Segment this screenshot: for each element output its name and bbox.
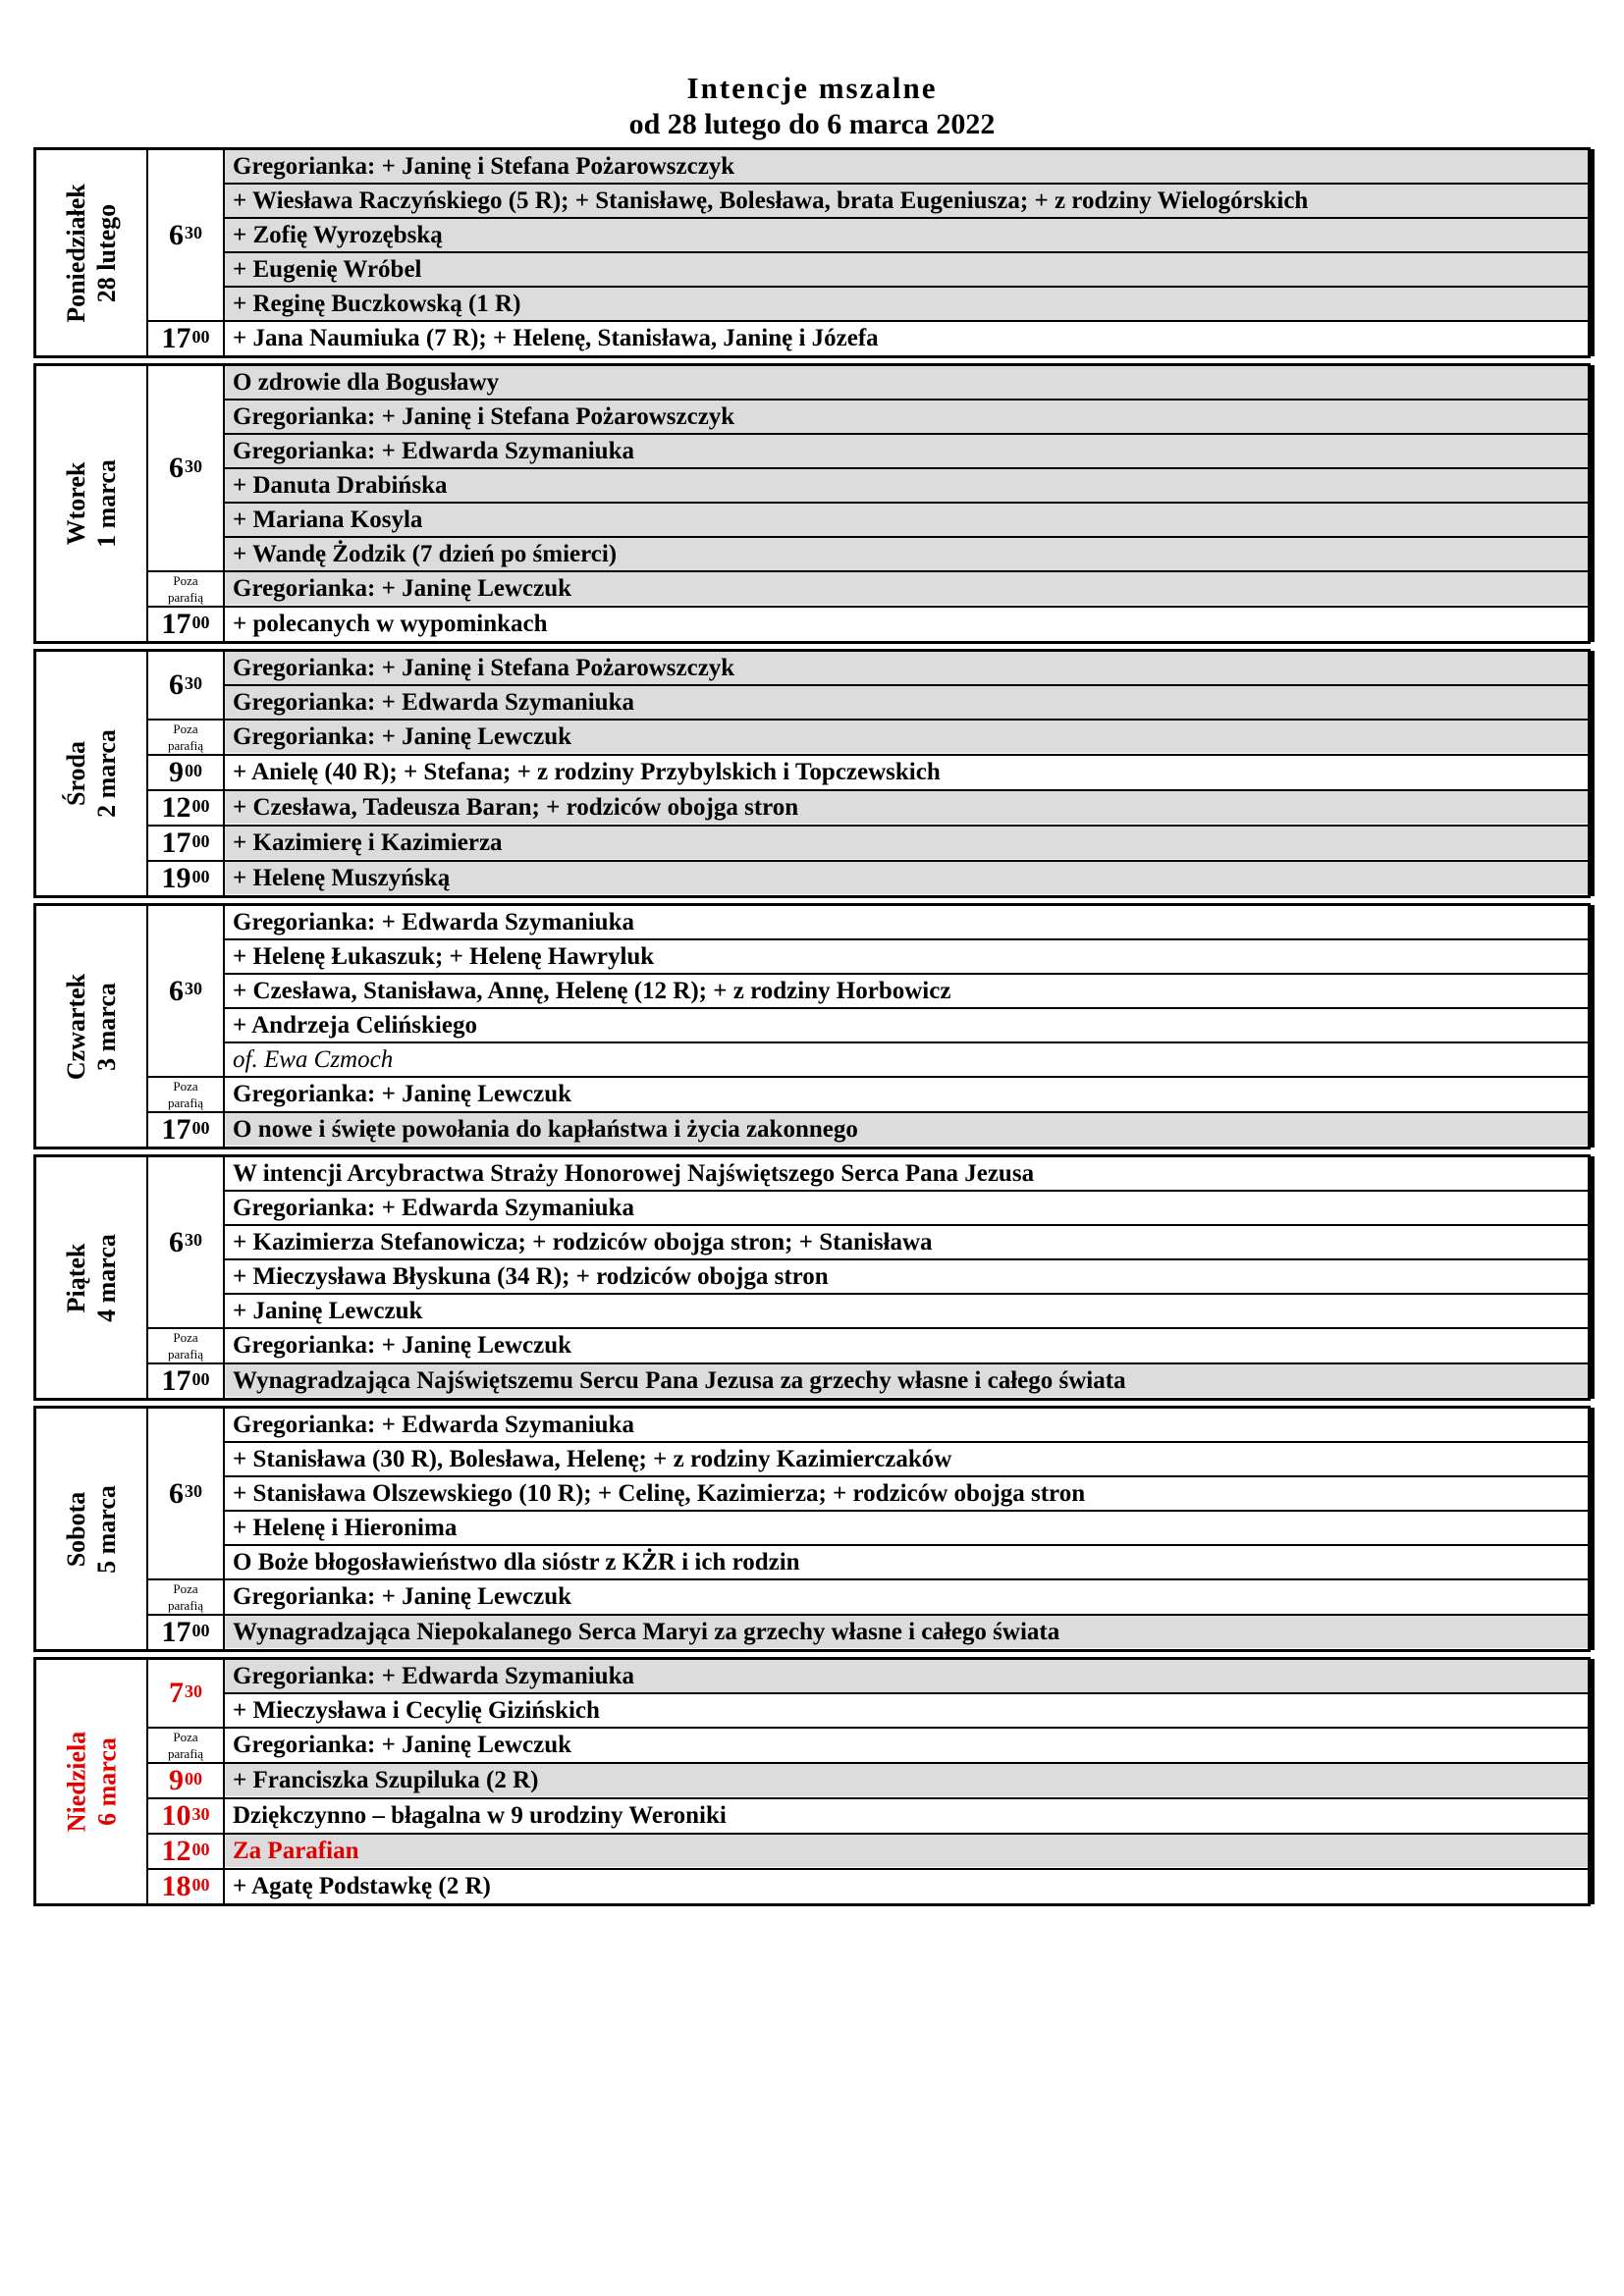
day-label-text	[61, 1732, 122, 1833]
intention-row: Gregorianka: + Janinę Lewczuk	[233, 1732, 572, 1758]
day-label	[36, 1409, 148, 1649]
day-label-text	[61, 1485, 122, 1574]
intention-row: + Helenę i Hieronima	[225, 1512, 1588, 1546]
poza-parafia-label	[148, 1729, 225, 1762]
time-slot	[148, 1764, 1588, 1799]
poza-parafia-text: parafią	[167, 1095, 204, 1110]
mass-time	[148, 906, 225, 1076]
mass-time	[148, 1364, 225, 1398]
time-slot	[148, 1799, 1588, 1835]
poza-parafia-label	[148, 721, 225, 754]
poza-parafia-text: parafią	[167, 1598, 204, 1613]
time-minutes: 00	[191, 326, 210, 347]
intention-row: of. Ewa Czmoch	[233, 1046, 394, 1073]
intention-row: Dziękczynno – błagalna w 9 urodziny Weroniki	[233, 1802, 727, 1829]
mass-time	[148, 1409, 225, 1578]
intention-row: + Stanisława (30 R), Bolesława, Helenę; + z rodziny Kazimierczaków	[225, 1443, 1588, 1477]
intention-row: Gregorianka: + Edwarda Szymaniuka	[225, 1409, 1588, 1443]
time-slot	[148, 150, 1588, 322]
intention-row: + Reginę Buczkowską (1 R)	[225, 288, 1588, 320]
mass-time	[148, 1799, 225, 1833]
time-minutes: 00	[185, 760, 202, 780]
intention-row: + Andrzeja Celińskiego	[225, 1009, 1588, 1043]
day-label	[36, 1157, 148, 1398]
mass-time	[148, 1157, 225, 1327]
intention-row: Gregorianka: + Janinę Lewczuk	[225, 572, 1588, 605]
day-date: 3 marca	[91, 982, 121, 1071]
time-hour: 18	[161, 1870, 191, 1902]
day-label	[36, 150, 148, 355]
mass-time	[148, 1870, 225, 1903]
time-slot	[148, 652, 1588, 721]
poza-parafia-text: parafią	[167, 590, 204, 605]
time-minutes: 30	[185, 672, 202, 693]
intention-row: Gregorianka: + Edwarda Szymaniuka	[225, 906, 1588, 940]
poza-parafia-text: Poza	[173, 573, 198, 588]
intention-row: Gregorianka: + Janinę Lewczuk	[233, 1081, 572, 1107]
intention-row: Gregorianka: + Janinę Lewczuk	[233, 1332, 572, 1359]
intention-row: + polecanych w wypominkach	[233, 611, 548, 637]
time-slot	[148, 906, 1588, 1078]
day-date: 5 marca	[92, 1484, 121, 1574]
day-label	[36, 652, 148, 895]
intention-row: Gregorianka: + Janinę Lewczuk	[225, 721, 1588, 753]
mass-time	[148, 862, 225, 895]
time-minutes: 00	[191, 1620, 210, 1640]
intention-row: + Mieczysława Błyskuna (34 R); + rodziców obojga stron	[225, 1260, 1588, 1295]
intention-row: + Zofię Wyrozębską	[225, 219, 1588, 253]
mass-time	[148, 652, 225, 719]
intention-row: Gregorianka: + Janinę i Stefana Pożarowszczyk	[225, 400, 1588, 435]
time-hour: 9	[169, 1764, 184, 1796]
time-hour: 10	[161, 1799, 191, 1832]
day-label-text	[61, 973, 122, 1079]
poza-parafia-label	[148, 1329, 225, 1362]
intention-row: Wynagradzająca Najświętszemu Sercu Pana Jezusa za grzechy własne i całego świata	[225, 1364, 1588, 1397]
time-hour: 6	[169, 1225, 184, 1258]
time-minutes: 00	[191, 830, 210, 851]
time-slot	[148, 827, 1588, 862]
mass-time	[148, 1835, 225, 1868]
time-hour: 12	[161, 1835, 191, 1867]
time-hour: 7	[169, 1677, 184, 1709]
poza-parafia-text: Poza	[173, 1581, 198, 1596]
intention-row: Za Parafian	[225, 1835, 1588, 1867]
time-slot	[148, 1660, 1588, 1729]
day-block	[33, 649, 1591, 898]
time-slot	[148, 791, 1588, 827]
day-date: 2 marca	[92, 729, 121, 818]
day-block	[33, 1154, 1591, 1401]
poza-parafia-label	[148, 1580, 225, 1614]
time-slot	[148, 1364, 1588, 1398]
poza-parafia-label	[148, 572, 225, 606]
day-name: Czwartek	[61, 973, 90, 1080]
intention-row: Wynagradzająca Niepokalanego Serca Maryi za grzechy własne i całego świata	[225, 1616, 1588, 1648]
intention-row: O zdrowie dla Bogusławy	[225, 366, 1588, 400]
time-hour: 12	[161, 791, 191, 824]
intention-row: + Helenę Muszyńską	[225, 862, 1588, 894]
day-block	[33, 147, 1591, 358]
day-date: 1 marca	[92, 459, 121, 548]
time-minutes: 30	[185, 1481, 202, 1501]
time-hour: 17	[161, 1364, 191, 1397]
time-minutes: 00	[191, 795, 210, 816]
mass-time	[148, 366, 225, 570]
poza-parafia-label	[148, 1078, 225, 1111]
intention-row: + Mariana Kosyla	[225, 504, 1588, 538]
time-minutes: 00	[191, 612, 210, 632]
time-slot	[148, 756, 1588, 791]
mass-time	[148, 322, 225, 355]
time-hour: 19	[161, 862, 191, 894]
time-hour: 17	[161, 1616, 191, 1648]
time-hour: 17	[161, 608, 191, 640]
time-minutes: 00	[191, 866, 210, 886]
time-minutes: 30	[185, 455, 202, 476]
time-slot	[148, 572, 1588, 608]
intention-row: + Mieczysława i Cecylię Gizińskich	[233, 1697, 600, 1724]
mass-time	[148, 791, 225, 825]
mass-time	[148, 1764, 225, 1797]
intention-row: O nowe i święte powołania do kapłaństwa i życia zakonnego	[225, 1113, 1588, 1146]
time-slot	[148, 1835, 1588, 1870]
time-minutes: 00	[191, 1117, 210, 1138]
day-block	[33, 903, 1591, 1149]
intention-row: Gregorianka: + Edwarda Szymaniuka	[225, 1660, 1588, 1694]
time-minutes: 30	[191, 1803, 210, 1824]
intention-row: Gregorianka: + Edwarda Szymaniuka	[225, 1192, 1588, 1226]
day-name: Poniedziałek	[62, 183, 90, 323]
intention-row: Gregorianka: + Janinę Lewczuk	[233, 1583, 572, 1610]
day-name: Sobota	[62, 1491, 90, 1567]
poza-parafia-text: parafią	[167, 738, 204, 753]
day-label-text	[61, 1234, 122, 1322]
time-hour: 6	[169, 974, 184, 1007]
intention-row: Gregorianka: + Janinę i Stefana Pożarowszczyk	[225, 652, 1588, 686]
page-subtitle: od 28 lutego do 6 marca 2022	[628, 108, 996, 140]
time-minutes: 30	[185, 223, 202, 242]
time-slot	[148, 1113, 1588, 1147]
intention-row: + Kazimierę i Kazimierza	[225, 827, 1588, 859]
time-minutes: 30	[185, 1681, 202, 1701]
time-minutes: 30	[185, 979, 202, 998]
day-label-text	[61, 729, 122, 818]
poza-parafia-text: Poza	[173, 1079, 198, 1094]
time-hour: 6	[169, 1476, 184, 1510]
time-minutes: 00	[191, 1839, 210, 1859]
intention-row: + Jana Naumiuka (7 R); + Helenę, Stanisława, Janinę i Józefa	[233, 325, 879, 351]
mass-intentions-table	[33, 147, 1591, 1906]
time-slot	[148, 322, 1588, 355]
intention-row: + Danuta Drabińska	[225, 469, 1588, 504]
time-slot	[148, 1580, 1588, 1616]
mass-time	[148, 1660, 225, 1727]
intention-row: + Czesława, Tadeusza Baran; + rodziców obojga stron	[225, 791, 1588, 824]
time-slot	[148, 1157, 1588, 1329]
time-minutes: 00	[191, 1874, 210, 1895]
time-slot	[148, 1729, 1588, 1764]
intention-row: + Agatę Podstawkę (2 R)	[233, 1873, 491, 1899]
time-slot	[148, 862, 1588, 895]
intention-row: Gregorianka: + Janinę i Stefana Pożarowszczyk	[225, 150, 1588, 185]
day-block	[33, 363, 1591, 644]
day-label-text	[61, 459, 122, 548]
intention-row: + Helenę Łukaszuk; + Helenę Hawryluk	[225, 940, 1588, 975]
poza-parafia-text: parafią	[167, 1347, 204, 1362]
day-date: 28 lutego	[92, 203, 121, 302]
time-minutes: 00	[191, 1368, 210, 1389]
poza-parafia-text: parafią	[167, 1746, 204, 1761]
time-hour: 17	[161, 322, 191, 354]
day-date: 6 marca	[92, 1737, 121, 1826]
intention-row: O Boże błogosławieństwo dla sióstr z KŻR i ich rodzin	[233, 1549, 800, 1575]
day-block	[33, 1406, 1591, 1652]
day-name: Niedziela	[62, 1731, 90, 1833]
time-hour: 6	[169, 218, 184, 251]
time-hour: 6	[169, 668, 184, 701]
mass-time	[148, 608, 225, 641]
time-minutes: 00	[185, 1768, 202, 1789]
intention-row: + Czesława, Stanisława, Annę, Helenę (12 R); + z rodziny Horbowicz	[225, 975, 1588, 1009]
mass-time	[148, 756, 225, 789]
poza-parafia-text: Poza	[173, 721, 198, 736]
poza-parafia-text: Poza	[173, 1330, 198, 1345]
time-hour: 17	[161, 827, 191, 859]
time-slot	[148, 1329, 1588, 1364]
mass-time	[148, 1113, 225, 1147]
poza-parafia-text: Poza	[173, 1730, 198, 1744]
intention-row: Gregorianka: + Edwarda Szymaniuka	[225, 435, 1588, 469]
time-slot	[148, 1616, 1588, 1649]
intention-row: + Franciszka Szupiluka (2 R)	[225, 1764, 1588, 1796]
intention-row: + Stanisława Olszewskiego (10 R); + Celinę, Kazimierza; + rodziców obojga stron	[225, 1477, 1588, 1512]
day-name: Środa	[62, 741, 90, 806]
mass-time	[148, 150, 225, 320]
day-label	[36, 366, 148, 641]
time-hour: 17	[161, 1113, 191, 1146]
page-title: Intencje mszalne	[686, 71, 938, 105]
time-slot	[148, 1409, 1588, 1580]
time-slot	[148, 608, 1588, 641]
intention-row: + Eugenię Wróbel	[225, 253, 1588, 288]
time-slot	[148, 721, 1588, 756]
intention-row: + Janinę Lewczuk	[233, 1298, 423, 1324]
day-date: 4 marca	[92, 1233, 121, 1322]
mass-time	[148, 1616, 225, 1649]
time-hour: 6	[169, 452, 184, 484]
time-slot	[148, 1078, 1588, 1113]
mass-time	[148, 827, 225, 860]
intention-row: W intencji Arcybractwa Straży Honorowej Najświętszego Serca Pana Jezusa	[225, 1157, 1588, 1192]
intention-row: Gregorianka: + Edwarda Szymaniuka	[225, 686, 1588, 719]
day-label	[36, 906, 148, 1147]
day-name: Piątek	[62, 1243, 90, 1312]
intention-row: + Anielę (40 R); + Stefana; + z rodziny Przybylskich i Topczewskich	[233, 759, 941, 785]
intention-row: + Wandę Żodzik (7 dzień po śmierci)	[225, 538, 1588, 570]
time-minutes: 30	[185, 1230, 202, 1250]
day-name: Wtorek	[62, 461, 90, 546]
intention-row: + Kazimierza Stefanowicza; + rodziców obojga stron; + Stanisława	[225, 1226, 1588, 1260]
day-label	[36, 1660, 148, 1903]
time-hour: 9	[169, 756, 184, 788]
day-label-text	[61, 184, 122, 323]
intention-row: + Wiesława Raczyńskiego (5 R); + Stanisławę, Bolesława, brata Eugeniusza; + z rodziny Wielogórskich	[225, 185, 1588, 219]
time-slot	[148, 1870, 1588, 1903]
time-slot	[148, 366, 1588, 572]
day-block	[33, 1657, 1591, 1906]
